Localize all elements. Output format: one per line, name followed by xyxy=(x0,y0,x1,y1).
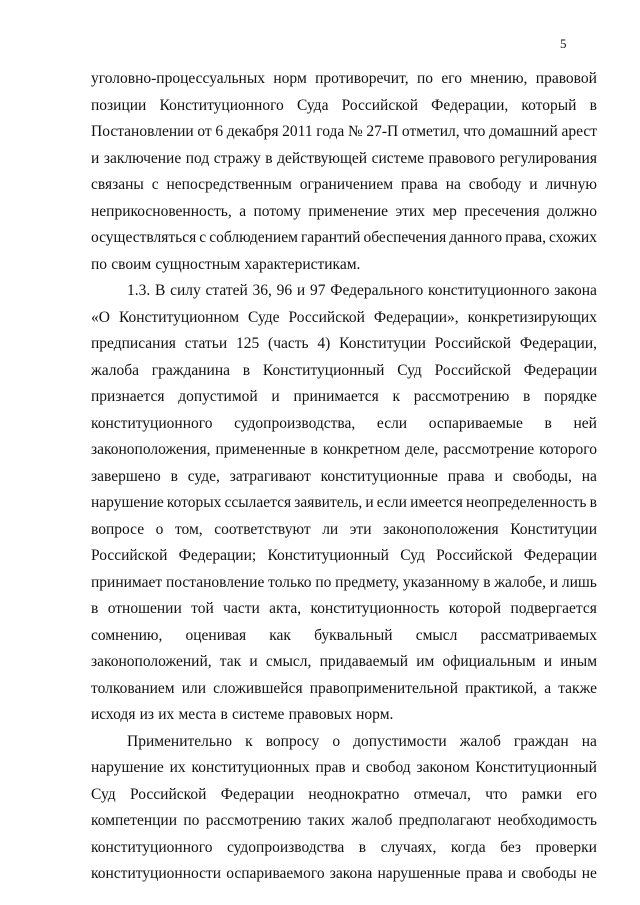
word: ли xyxy=(322,520,339,538)
word: постановление xyxy=(165,573,265,591)
word: принимает xyxy=(91,573,163,591)
text-line xyxy=(91,225,597,252)
word: конституционности xyxy=(91,865,222,882)
text-line xyxy=(91,119,597,146)
word: Российской xyxy=(436,547,513,564)
text-line xyxy=(91,146,597,173)
word: предполагают xyxy=(398,812,492,829)
word: его xyxy=(576,785,597,803)
word: Конституции xyxy=(510,520,597,538)
text-line xyxy=(91,305,597,332)
word: и xyxy=(351,759,360,776)
word: системе xyxy=(371,149,425,167)
word: компетенции xyxy=(91,812,178,829)
word: предписания xyxy=(91,335,176,352)
word: Суд xyxy=(397,361,422,379)
word: отношении xyxy=(107,600,182,617)
word: жалоба xyxy=(91,361,139,379)
word: оспариваемого xyxy=(226,865,325,882)
word: к xyxy=(245,732,253,750)
word: законоположений, xyxy=(91,653,212,670)
word: свободы, xyxy=(512,467,572,485)
word: места xyxy=(178,706,217,723)
text-line xyxy=(91,596,597,623)
word: о xyxy=(155,520,164,538)
word: той xyxy=(191,600,214,617)
word: «О xyxy=(91,308,110,326)
word: на xyxy=(581,732,597,750)
word: своим xyxy=(111,255,152,273)
word: оценивая xyxy=(185,626,247,644)
word: правового xyxy=(428,149,496,167)
word: имеется xyxy=(410,494,463,511)
word: случаях, xyxy=(380,838,437,856)
word: в xyxy=(358,838,367,856)
word: таких xyxy=(307,812,345,829)
word: № xyxy=(347,123,363,140)
word: неприкосновенность, xyxy=(91,202,232,220)
word: декабря xyxy=(226,123,279,140)
word: Федерации», xyxy=(373,308,459,326)
word: законоположения, xyxy=(91,441,211,458)
word: жалоб xyxy=(351,812,393,829)
word: конституционность xyxy=(310,600,440,617)
word: а xyxy=(544,679,552,697)
word: том, xyxy=(174,520,203,538)
word: осуществляться xyxy=(91,229,197,246)
word: применение xyxy=(308,202,389,220)
text-line xyxy=(91,808,597,835)
word: их xyxy=(158,706,175,723)
word: порядке xyxy=(544,388,597,405)
word: или xyxy=(181,679,207,697)
word: по xyxy=(183,812,200,829)
word: стражу xyxy=(213,149,261,167)
word: системе xyxy=(231,706,285,723)
word: свободу xyxy=(468,176,522,193)
word: в xyxy=(483,573,491,591)
word: Суде xyxy=(248,308,280,326)
word: и xyxy=(249,653,258,670)
word: который xyxy=(521,96,577,114)
word: его xyxy=(441,70,462,87)
word: их xyxy=(169,759,186,776)
text-line xyxy=(91,66,597,93)
word: обеспечения xyxy=(363,229,447,246)
word: конституционного xyxy=(91,414,213,432)
word: правовой xyxy=(535,70,597,87)
word: потому xyxy=(253,202,301,220)
word: лишь xyxy=(561,573,597,591)
word: свободы xyxy=(521,865,577,882)
word: иным xyxy=(560,653,597,670)
word: эти xyxy=(349,520,372,538)
word: судопроизводства, xyxy=(234,414,356,432)
word: регулирования xyxy=(499,149,597,167)
word: как xyxy=(269,626,291,644)
word: только xyxy=(268,573,312,591)
word: принимается xyxy=(293,388,379,405)
word: Российской xyxy=(434,335,512,352)
word: с xyxy=(151,176,159,193)
word: действующей xyxy=(277,149,368,167)
word: и xyxy=(296,282,306,299)
word: если xyxy=(376,414,408,432)
word: в xyxy=(265,149,273,167)
word: 36, xyxy=(252,282,272,299)
word: что xyxy=(485,785,508,803)
word: рассмотрению xyxy=(413,388,510,405)
word: противоречит, xyxy=(315,70,409,87)
word: также xyxy=(558,679,597,697)
word: на xyxy=(581,467,597,485)
word: Российской xyxy=(130,785,207,803)
word: характеристикам. xyxy=(244,255,361,273)
text-line xyxy=(91,570,597,597)
word: (часть xyxy=(268,335,309,352)
word: допустимой xyxy=(178,388,258,405)
word: Конституционный xyxy=(267,547,389,564)
word: ней xyxy=(573,414,597,432)
word: конкретизирующих xyxy=(467,308,597,326)
word: завершено xyxy=(91,467,161,485)
word: в xyxy=(170,467,178,485)
word: Федерации, xyxy=(519,335,597,352)
word: 125 xyxy=(235,335,260,352)
text-line xyxy=(91,517,597,544)
word: связаны xyxy=(91,176,144,193)
word: нарушение xyxy=(91,759,164,776)
word: В xyxy=(155,282,166,299)
word: без xyxy=(500,838,522,856)
text-line xyxy=(91,358,597,385)
word: уголовно-процессуальных xyxy=(91,70,266,87)
text-line xyxy=(91,252,597,279)
word: в xyxy=(523,388,531,405)
word: и xyxy=(543,653,553,670)
word: когда xyxy=(450,838,486,856)
word: Суда xyxy=(296,96,329,114)
word: акта, xyxy=(269,600,302,617)
word: Российской xyxy=(341,96,418,114)
word: а xyxy=(239,202,247,220)
word: конституционного xyxy=(91,838,213,856)
word: с xyxy=(199,229,207,246)
word: статьи xyxy=(184,335,228,352)
word: личную xyxy=(545,176,597,193)
text-line xyxy=(91,729,597,756)
word: Российской xyxy=(91,547,168,564)
word: 97 xyxy=(309,282,326,299)
word: части xyxy=(223,600,260,617)
word: схожих xyxy=(548,229,597,246)
text-line xyxy=(91,649,597,676)
word: деле, xyxy=(405,441,439,458)
word: к xyxy=(392,388,401,405)
word: по xyxy=(315,573,332,591)
word: исходя xyxy=(91,706,136,723)
word: свобод xyxy=(365,759,411,776)
word: Федерации xyxy=(220,785,294,803)
word: отметил, xyxy=(401,123,460,140)
word: неопределенность xyxy=(466,494,587,511)
word: позиции xyxy=(91,96,147,114)
word: подвергается xyxy=(510,600,597,617)
word: толкованием xyxy=(91,679,175,697)
word: сущностным xyxy=(155,255,241,273)
word: законом xyxy=(416,759,470,776)
word: Федерации; xyxy=(178,547,257,564)
word: отмечал, xyxy=(413,785,471,803)
word: мнению, xyxy=(470,70,528,87)
word: от xyxy=(197,123,212,140)
word: правоприменительной xyxy=(309,679,459,697)
word: жалоб xyxy=(459,732,501,750)
word: примененные xyxy=(215,441,306,458)
word: вопросе xyxy=(91,520,145,538)
word: рассматриваемых xyxy=(480,626,597,644)
word: домашний xyxy=(489,123,558,140)
word: Федерации, xyxy=(431,96,509,114)
word: права xyxy=(400,176,438,193)
word: конституционные xyxy=(320,467,438,485)
word: гарантий xyxy=(300,229,361,246)
word: смысл xyxy=(415,626,458,644)
word: силу xyxy=(170,282,201,299)
word: в xyxy=(589,96,597,114)
text-line xyxy=(91,278,597,305)
word: о xyxy=(332,732,341,750)
word: и xyxy=(271,388,280,405)
word: данного xyxy=(449,229,503,246)
word: заявитель, xyxy=(294,494,363,511)
word: норм xyxy=(273,70,307,87)
word: по xyxy=(91,255,108,273)
word: и xyxy=(365,494,374,511)
word: Конституционного xyxy=(159,96,284,114)
word: которой xyxy=(448,600,502,617)
word: предмету, xyxy=(335,573,400,591)
word: Конституционном xyxy=(118,308,240,326)
word: закона xyxy=(329,865,373,882)
word: года xyxy=(316,123,345,140)
word: на xyxy=(445,176,461,193)
page-number: 5 xyxy=(560,36,567,51)
word: права, xyxy=(505,229,546,246)
word: Федерации xyxy=(523,361,597,379)
word: в xyxy=(220,706,228,723)
word: должно xyxy=(547,202,597,220)
word: ограничением xyxy=(299,176,394,193)
word: судопроизводства xyxy=(226,838,345,856)
text-line xyxy=(91,543,597,570)
word: закона xyxy=(554,282,597,299)
word: сложившейся xyxy=(213,679,303,697)
word: допустимости xyxy=(353,732,447,750)
word: сомнению, xyxy=(91,626,163,644)
text-line xyxy=(91,490,597,517)
text-line xyxy=(91,464,597,491)
word: права xyxy=(447,467,485,485)
word: неоднократно xyxy=(308,785,400,803)
word: смысл, xyxy=(265,653,312,670)
word: мер xyxy=(432,202,457,220)
word: в xyxy=(589,494,597,511)
text-line xyxy=(91,437,597,464)
word: и xyxy=(494,467,503,485)
word: которого xyxy=(539,441,597,458)
word: конституционного xyxy=(428,282,550,299)
word: Суд xyxy=(400,547,425,564)
text-line xyxy=(91,331,597,358)
word: по xyxy=(416,70,434,87)
word: жалобе, xyxy=(494,573,546,591)
word: в xyxy=(242,361,251,379)
word: 96 xyxy=(276,282,293,299)
word: затрагивают xyxy=(229,467,311,485)
word: и xyxy=(529,176,538,193)
text-line xyxy=(91,835,597,862)
word: в xyxy=(544,414,552,432)
word: проверки xyxy=(535,838,597,856)
word: и xyxy=(507,865,517,882)
word: которых xyxy=(166,494,222,511)
word: 6 xyxy=(215,123,224,140)
word: арест xyxy=(561,123,597,140)
word: Конституционный xyxy=(262,361,385,379)
word: из xyxy=(139,706,155,723)
word: что xyxy=(463,123,486,140)
word: не xyxy=(581,865,597,882)
text-line xyxy=(91,384,597,411)
word: пресечения xyxy=(464,202,540,220)
word: если xyxy=(376,494,407,511)
word: вопросу xyxy=(265,732,320,750)
word: Конституции xyxy=(339,335,426,352)
word: права xyxy=(465,865,503,882)
word: указанному xyxy=(402,573,480,591)
word: Российской xyxy=(288,308,365,326)
word: заключение xyxy=(103,149,182,167)
word: 27-П xyxy=(366,123,399,140)
word: и xyxy=(91,149,100,167)
word: оспариваемые xyxy=(428,414,523,432)
word: ссылается xyxy=(224,494,292,511)
text-line xyxy=(91,623,597,650)
word: соответствуют xyxy=(214,520,311,538)
word: 1.3. xyxy=(127,282,151,299)
word: правовых xyxy=(288,706,352,723)
text-line xyxy=(91,93,597,120)
word: рассмотрению xyxy=(205,812,302,829)
word: в xyxy=(91,600,99,617)
word: официальным xyxy=(442,653,536,670)
word: необходимость xyxy=(497,812,597,829)
text-line xyxy=(91,861,597,888)
word: под xyxy=(185,149,210,167)
word: конкретном xyxy=(322,441,401,458)
word: этих xyxy=(395,202,425,220)
word: граждан xyxy=(513,732,569,750)
word: законоположения xyxy=(383,520,499,538)
word: соблюдением xyxy=(209,229,298,246)
text-line xyxy=(91,676,597,703)
word: нарушенные xyxy=(377,865,461,882)
word: рамки xyxy=(521,785,562,803)
word: им xyxy=(416,653,435,670)
word: признается xyxy=(91,388,165,405)
text-line xyxy=(91,702,597,729)
word: непосредственным xyxy=(166,176,292,193)
word: Конституционный xyxy=(475,759,597,776)
word: придаваемый xyxy=(319,653,409,670)
word: Российской xyxy=(434,361,511,379)
text-line xyxy=(91,172,597,199)
word: и xyxy=(549,573,559,591)
text-line xyxy=(91,199,597,226)
word: гражданина xyxy=(151,361,230,379)
word: практикой, xyxy=(465,679,538,697)
text-line xyxy=(91,411,597,438)
word: Федерации xyxy=(523,547,597,564)
word: рассмотрение xyxy=(443,441,535,458)
word: статей xyxy=(205,282,248,299)
word: в xyxy=(310,441,318,458)
word: норм. xyxy=(356,706,394,723)
word: прав xyxy=(315,759,346,776)
word: Федерального xyxy=(330,282,424,299)
text-line xyxy=(91,782,597,809)
word: Суд xyxy=(91,785,116,803)
word: суде, xyxy=(187,467,220,485)
document-body xyxy=(91,66,597,888)
word: 4) xyxy=(317,335,331,352)
word: Применительно xyxy=(127,732,233,750)
word: конституционных xyxy=(191,759,310,776)
word: Постановлении xyxy=(91,123,194,140)
word: 2011 xyxy=(282,123,313,140)
word: так xyxy=(219,653,242,670)
word: буквальный xyxy=(314,626,393,644)
word: нарушение xyxy=(91,494,164,511)
text-line xyxy=(91,755,597,782)
